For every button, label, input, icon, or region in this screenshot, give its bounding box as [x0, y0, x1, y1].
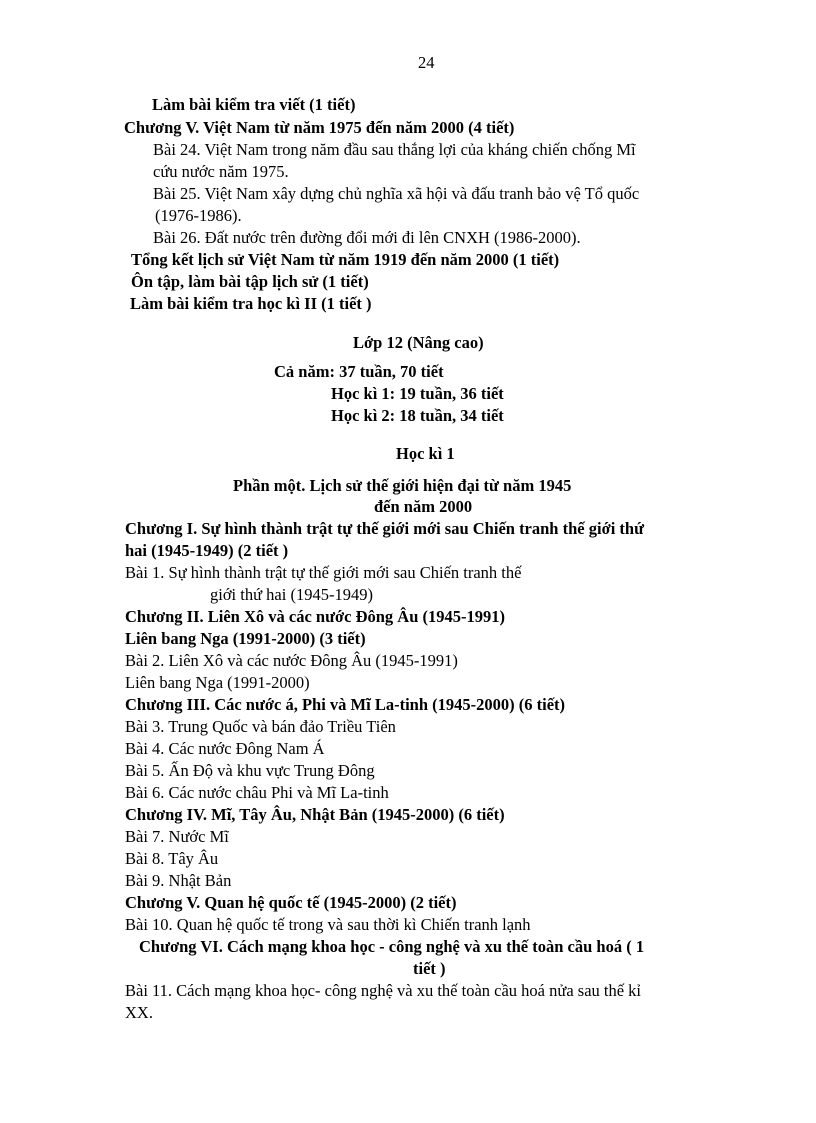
exam-line: Làm bài kiểm tra học kì II (1 tiết ) [130, 294, 372, 313]
lesson-line: Bài 26. Đất nước trên đường đổi mới đi lên CNXH (1986-2000). [153, 228, 581, 247]
chapter-heading: Chương V. Quan hệ quốc tế (1945-2000) (2 tiết) [125, 893, 457, 912]
lesson-line: Bài 9. Nhật Bản [125, 871, 232, 890]
semester-1-summary: Học kì 1: 19 tuần, 36 tiết [331, 384, 504, 403]
semester-2-summary: Học kì 2: 18 tuần, 34 tiết [331, 406, 504, 425]
lesson-line: Bài 24. Việt Nam trong năm đầu sau thắng lợi của kháng chiến chống Mĩ [153, 140, 636, 159]
page-number: 24 [418, 53, 435, 72]
lesson-line: Bài 1. Sự hình thành trật tự thế giới mới sau Chiến tranh thế [125, 563, 522, 582]
chapter-heading: Chương IV. Mĩ, Tây Âu, Nhật Bản (1945-2000) (6 tiết) [125, 805, 505, 824]
lesson-line-continued: Liên bang Nga (1991-2000) [125, 673, 310, 692]
chapter-heading: Chương III. Các nước á, Phi và Mĩ La-tinh (1945-2000) (6 tiết) [125, 695, 566, 714]
lesson-line: Bài 11. Cách mạng khoa học- công nghệ và xu thế toàn cầu hoá nửa sau thế kỉ [125, 981, 642, 1000]
lesson-line: Bài 3. Trung Quốc và bán đảo Triều Tiên [125, 717, 396, 736]
exam-line: Làm bài kiểm tra viết (1 tiết) [152, 95, 356, 114]
chapter-heading: Chương I. Sự hình thành trật tự thế giới mới sau Chiến tranh thế giới thứ [125, 519, 644, 538]
lesson-line-continued: giới thứ hai (1945-1949) [210, 585, 373, 604]
lesson-line-continued: XX. [125, 1003, 153, 1022]
lesson-line: Bài 6. Các nước châu Phi và Mĩ La-tinh [125, 783, 389, 802]
lesson-line-continued: cứu nước năm 1975. [153, 162, 289, 181]
lesson-line: Bài 4. Các nước Đông Nam Á [125, 739, 325, 758]
chapter-heading-continued: tiết ) [413, 959, 446, 978]
lesson-line: Bài 2. Liên Xô và các nước Đông Âu (1945-1991) [125, 651, 458, 670]
year-summary: Cả năm: 37 tuần, 70 tiết [274, 362, 444, 381]
lesson-line: Bài 25. Việt Nam xây dựng chủ nghĩa xã hội và đấu tranh bảo vệ Tổ quốc [153, 184, 640, 203]
lesson-line: Bài 10. Quan hệ quốc tế trong và sau thời kì Chiến tranh lạnh [125, 915, 531, 934]
chapter-heading-continued: Liên bang Nga (1991-2000) (3 tiết) [125, 629, 366, 648]
part-heading: Phần một. Lịch sử thế giới hiện đại từ năm 1945 [233, 476, 572, 495]
lesson-line-continued: (1976-1986). [155, 206, 242, 225]
lesson-line: Bài 5. Ấn Độ và khu vực Trung Đông [125, 761, 375, 780]
chapter-heading: Chương II. Liên Xô và các nước Đông Âu (1945-1991) [125, 607, 506, 626]
lesson-line: Bài 8. Tây Âu [125, 849, 219, 868]
review-line: Ôn tập, làm bài tập lịch sử (1 tiết) [131, 272, 369, 291]
chapter-heading: Chương V. Việt Nam từ năm 1975 đến năm 2000 (4 tiết) [124, 118, 515, 137]
summary-line: Tổng kết lịch sử Việt Nam từ năm 1919 đến năm 2000 (1 tiết) [131, 250, 560, 269]
chapter-heading-continued: hai (1945-1949) (2 tiết ) [125, 541, 289, 560]
grade-heading: Lớp 12 (Nâng cao) [353, 333, 484, 352]
part-heading-continued: đến năm 2000 [374, 497, 473, 516]
chapter-heading: Chương VI. Cách mạng khoa học - công nghệ và xu thế toàn cầu hoá ( 1 [139, 937, 645, 956]
lesson-line: Bài 7. Nước Mĩ [125, 827, 229, 846]
semester-heading: Học kì 1 [396, 444, 455, 463]
